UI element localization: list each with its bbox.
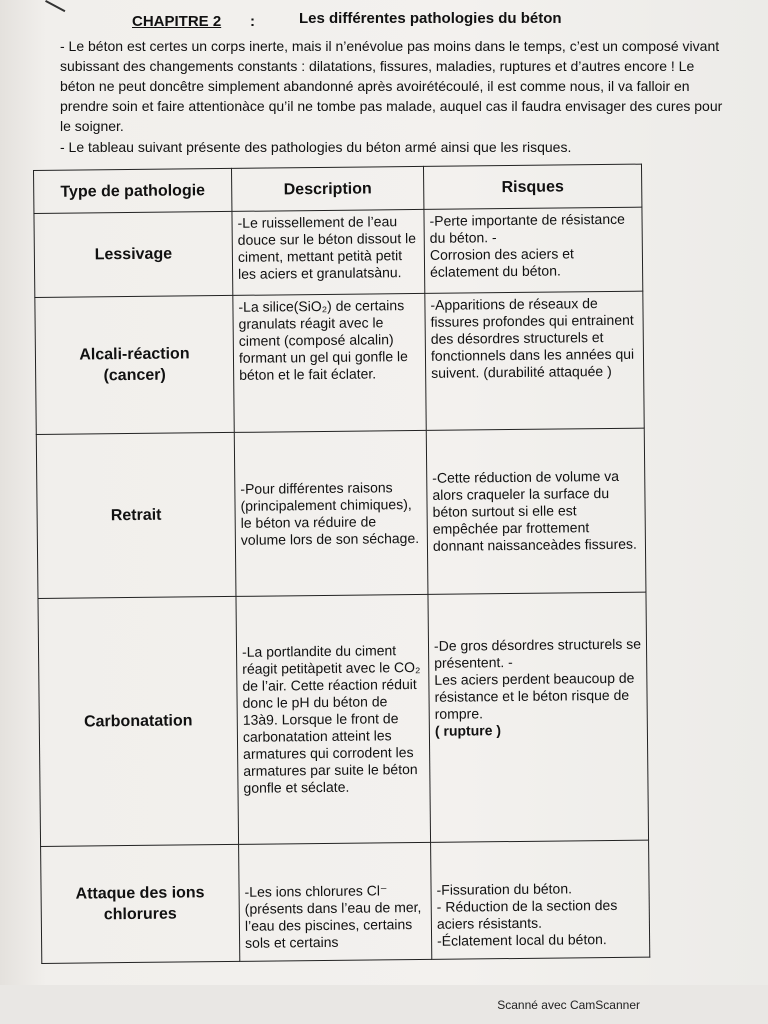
table-row	[35, 291, 644, 434]
pathology-type: Attaque des ions chlorures	[41, 844, 240, 963]
pathology-description: -La silice(SiO₂) de certains granulats réagit avec le ciment (composé alcalin) formant un gel qui gonfle le béton et le fait éclater.	[233, 293, 426, 432]
pathology-description: -Les ions chlorures Cl⁻ (présents dans l’eau de mer, l’eau des piscines, certains sols et certains	[239, 842, 432, 961]
pathology-type: Alcali-réaction (cancer)	[35, 295, 234, 434]
pathology-description: -Le ruissellement de l’eau douce sur le béton dissout le ciment, mettant petità petit les aciers et granulatsànu.	[232, 209, 425, 295]
chapter-label: CHAPITRE 2	[132, 13, 222, 30]
pathology-description: -La portlandite du ciment réagit petitàpetit avec le CO₂ de l’air. Cette réaction réduit donc le pH du béton de 13à9. Lorsque le front de carbonatation atteint les armatures qui corrodent les armatures par suite le béton gonfle et séclate.	[236, 594, 431, 844]
header-description: Description	[231, 166, 423, 211]
table-row	[36, 428, 646, 598]
header-risks: Risques	[423, 164, 641, 209]
table-intro-paragraph: - Le tableau suivant présente des pathologies du béton armé ainsi que les risques.	[60, 139, 572, 155]
page-header	[132, 10, 692, 34]
pathology-risks: -Cette réduction de volume va alors craqueler la surface du béton surtout si elle est empêchée par frottement donnant naissanceàdes fissures.	[426, 428, 646, 594]
pathology-description: -Pour différentes raisons (principalement chimiques), le béton va réduire de volume lors de son séchage.	[234, 430, 428, 596]
scanner-watermark: Scanné avec CamScanner	[497, 998, 640, 1012]
table-row	[41, 840, 650, 963]
pathology-risks: -Apparitions de réseaux de fissures profondes qui entrainent des désordres structurels et fonctionnels dans les années qui suivent. (durabilité attaquée )	[425, 291, 644, 430]
header-type: Type de pathologie	[34, 168, 232, 213]
table-row	[34, 207, 643, 297]
pathology-risks: -Fissuration du béton. - Réduction de la section des aciers résistants. -Éclatement local du béton.	[431, 840, 650, 959]
pathology-risks: -Perte importante de résistance du béton. - Corrosion des aciers et éclatement du béton.	[424, 207, 643, 293]
pathology-type: Lessivage	[34, 211, 233, 297]
intro-paragraph: - Le béton est certes un corps inerte, mais il n’enévolue pas moins dans le temps, c’est un composé vivant subissant des changements constants : dilatations, fissures, maladies, ruptures et d’autres encore ! Le béton ne peut doncêtre simplement abandonné après avoirétécoulé, il est comme nous, il va falloir en prendre soin et faire attentionàce qu’il ne tombe pas malade, auquel cas il faudra envisager des cures pour le soigner.	[60, 38, 723, 134]
table-row	[38, 592, 649, 846]
pathology-risks: -De gros désordres structurels se présentent. - Les aciers perdent beaucoup de résistance et le béton risque de rompre. ( rupture )	[428, 592, 649, 842]
pathology-type: Carbonatation	[38, 596, 239, 846]
pathology-table	[33, 164, 650, 964]
pathology-type: Retrait	[36, 432, 236, 598]
page-title: Les différentes pathologies du béton	[299, 10, 562, 27]
table-header-row	[34, 164, 642, 213]
risk-rupture-note: ( rupture )	[434, 721, 502, 739]
pen-mark	[45, 0, 65, 12]
chapter-colon: :	[250, 13, 255, 30]
